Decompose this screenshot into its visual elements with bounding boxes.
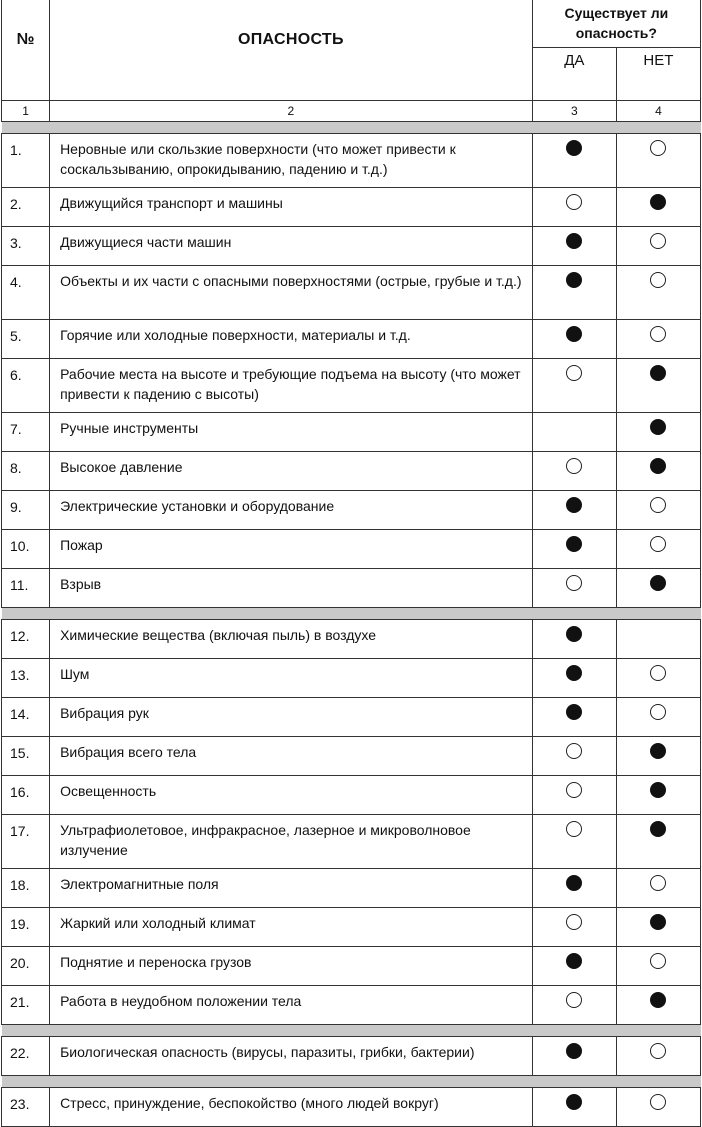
- no-answer-cell: [616, 869, 700, 908]
- yes-filled-circle-icon: [566, 704, 582, 720]
- yes-answer-cell: [532, 320, 616, 359]
- yes-filled-circle-icon: [566, 326, 582, 342]
- no-answer-cell: [616, 320, 700, 359]
- table-row: [2, 815, 701, 869]
- row-number: 7.: [2, 413, 50, 452]
- yes-answer-cell: [532, 1088, 616, 1127]
- row-number: 6.: [2, 359, 50, 413]
- yes-answer-cell: [532, 134, 616, 188]
- section-separator-bar: [2, 608, 701, 620]
- table-row: [2, 908, 701, 947]
- yes-filled-circle-icon: [566, 140, 582, 156]
- yes-answer-cell: [532, 266, 616, 320]
- row-number: 19.: [2, 908, 50, 947]
- row-number: 15.: [2, 737, 50, 776]
- no-empty-circle-icon: [650, 1043, 666, 1059]
- no-empty-circle-icon: [650, 272, 666, 288]
- no-empty-circle-icon: [650, 704, 666, 720]
- yes-answer-cell: [532, 530, 616, 569]
- yes-answer-cell: [532, 1037, 616, 1076]
- yes-empty-circle-icon: [566, 194, 582, 210]
- no-answer-cell: [616, 413, 700, 452]
- yes-filled-circle-icon: [566, 1094, 582, 1110]
- no-filled-circle-icon: [650, 821, 666, 837]
- no-answer-cell: [616, 620, 700, 659]
- number-column-header: №: [2, 0, 50, 101]
- yes-answer-cell: [532, 908, 616, 947]
- yes-filled-circle-icon: [566, 875, 582, 891]
- row-number: 1.: [2, 134, 50, 188]
- table-row: [2, 134, 701, 188]
- hazard-rows: [2, 122, 701, 1127]
- row-number: 5.: [2, 320, 50, 359]
- yes-answer-cell: [532, 947, 616, 986]
- hazard-description: Электрические установки и оборудование: [50, 491, 533, 530]
- section-separator: [2, 608, 701, 620]
- table-row: [2, 737, 701, 776]
- section-separator-bar: [2, 1025, 701, 1037]
- table-row: [2, 1088, 701, 1127]
- row-number: 10.: [2, 530, 50, 569]
- hazard-description: Неровные или скользкие поверхности (что может привести к соскальзыванию, опрокидыванию, падению и т.д.): [50, 134, 533, 188]
- yes-empty-circle-icon: [566, 914, 582, 930]
- no-column-header: НЕТ: [616, 48, 700, 101]
- hazard-description: Химические вещества (включая пыль) в воздухе: [50, 620, 533, 659]
- hazard-description: Горячие или холодные поверхности, материалы и т.д.: [50, 320, 533, 359]
- table-row: [2, 1037, 701, 1076]
- row-number: 12.: [2, 620, 50, 659]
- no-answer-cell: [616, 359, 700, 413]
- table-row: [2, 530, 701, 569]
- row-number: 8.: [2, 452, 50, 491]
- hazard-description: Биологическая опасность (вирусы, паразиты, грибки, бактерии): [50, 1037, 533, 1076]
- hazard-description: Взрыв: [50, 569, 533, 608]
- hazard-description: Жаркий или холодный климат: [50, 908, 533, 947]
- yes-empty-circle-icon: [566, 743, 582, 759]
- yes-filled-circle-icon: [566, 272, 582, 288]
- no-answer-cell: [616, 266, 700, 320]
- table-row: [2, 776, 701, 815]
- table-row: [2, 227, 701, 266]
- yes-filled-circle-icon: [566, 497, 582, 513]
- yes-answer-cell: [532, 659, 616, 698]
- yes-answer-cell: [532, 776, 616, 815]
- yes-answer-cell: [532, 569, 616, 608]
- no-answer-cell: [616, 530, 700, 569]
- section-separator: [2, 1025, 701, 1037]
- no-answer-cell: [616, 1088, 700, 1127]
- no-filled-circle-icon: [650, 992, 666, 1008]
- hazard-column-header: ОПАСНОСТЬ: [50, 0, 533, 101]
- no-empty-circle-icon: [650, 953, 666, 969]
- no-answer-cell: [616, 1037, 700, 1076]
- table-row: [2, 659, 701, 698]
- no-filled-circle-icon: [650, 419, 666, 435]
- hazard-description: Электромагнитные поля: [50, 869, 533, 908]
- no-answer-cell: [616, 452, 700, 491]
- row-number: 13.: [2, 659, 50, 698]
- yes-answer-cell: [532, 620, 616, 659]
- section-separator: [2, 122, 701, 134]
- row-number: 17.: [2, 815, 50, 869]
- no-empty-circle-icon: [650, 233, 666, 249]
- yes-empty-circle-icon: [566, 365, 582, 381]
- column-number-4: 4: [616, 101, 700, 122]
- no-answer-cell: [616, 947, 700, 986]
- row-number: 22.: [2, 1037, 50, 1076]
- section-separator-bar: [2, 122, 701, 134]
- yes-answer-cell: [532, 359, 616, 413]
- no-answer-cell: [616, 698, 700, 737]
- hazard-description: Объекты и их части с опасными поверхностями (острые, грубые и т.д.): [50, 266, 533, 320]
- table-row: [2, 986, 701, 1025]
- no-answer-cell: [616, 815, 700, 869]
- hazard-description: Пожар: [50, 530, 533, 569]
- hazard-description: Ультрафиолетовое, инфракрасное, лазерное и микроволновое излучение: [50, 815, 533, 869]
- row-number: 21.: [2, 986, 50, 1025]
- hazard-description: Ручные инструменты: [50, 413, 533, 452]
- hazard-description: Движущийся транспорт и машины: [50, 188, 533, 227]
- no-filled-circle-icon: [650, 194, 666, 210]
- question-header: Существует ли опасность?: [532, 0, 700, 48]
- hazard-description: Стресс, принуждение, беспокойство (много людей вокруг): [50, 1088, 533, 1127]
- row-number: 3.: [2, 227, 50, 266]
- row-number: 23.: [2, 1088, 50, 1127]
- hazard-description: Высокое давление: [50, 452, 533, 491]
- yes-empty-circle-icon: [566, 782, 582, 798]
- hazard-description: Рабочие места на высоте и требующие подъема на высоту (что может привести к падению с высоты): [50, 359, 533, 413]
- hazard-table: [1, 0, 701, 1127]
- row-number: 4.: [2, 266, 50, 320]
- column-number-3: 3: [532, 101, 616, 122]
- section-separator-bar: [2, 1076, 701, 1088]
- table-row: [2, 620, 701, 659]
- row-number: 2.: [2, 188, 50, 227]
- yes-answer-cell: [532, 413, 616, 452]
- row-number: 20.: [2, 947, 50, 986]
- no-filled-circle-icon: [650, 575, 666, 591]
- yes-filled-circle-icon: [566, 233, 582, 249]
- yes-answer-cell: [532, 188, 616, 227]
- no-answer-cell: [616, 986, 700, 1025]
- yes-filled-circle-icon: [566, 1043, 582, 1059]
- no-answer-cell: [616, 227, 700, 266]
- no-empty-circle-icon: [650, 665, 666, 681]
- table-row: [2, 188, 701, 227]
- table-row: [2, 569, 701, 608]
- no-answer-cell: [616, 134, 700, 188]
- no-empty-circle-icon: [650, 497, 666, 513]
- no-empty-circle-icon: [650, 875, 666, 891]
- yes-empty-circle-icon: [566, 458, 582, 474]
- row-number: 18.: [2, 869, 50, 908]
- yes-answer-cell: [532, 737, 616, 776]
- row-number: 9.: [2, 491, 50, 530]
- row-number: 11.: [2, 569, 50, 608]
- section-separator: [2, 1076, 701, 1088]
- hazard-description: Движущиеся части машин: [50, 227, 533, 266]
- table-row: [2, 947, 701, 986]
- yes-filled-circle-icon: [566, 536, 582, 552]
- yes-column-header: ДА: [532, 48, 616, 101]
- hazard-description: Освещенность: [50, 776, 533, 815]
- row-number: 16.: [2, 776, 50, 815]
- yes-filled-circle-icon: [566, 626, 582, 642]
- yes-filled-circle-icon: [566, 665, 582, 681]
- table-row: [2, 452, 701, 491]
- no-answer-cell: [616, 908, 700, 947]
- no-empty-circle-icon: [650, 1094, 666, 1110]
- yes-answer-cell: [532, 869, 616, 908]
- yes-empty-circle-icon: [566, 575, 582, 591]
- table-row: [2, 491, 701, 530]
- no-empty-circle-icon: [650, 536, 666, 552]
- no-answer-cell: [616, 491, 700, 530]
- yes-answer-cell: [532, 698, 616, 737]
- yes-answer-cell: [532, 491, 616, 530]
- no-answer-cell: [616, 659, 700, 698]
- hazard-description: Поднятие и переноска грузов: [50, 947, 533, 986]
- no-filled-circle-icon: [650, 743, 666, 759]
- no-answer-cell: [616, 737, 700, 776]
- yes-filled-circle-icon: [566, 953, 582, 969]
- table-row: [2, 266, 701, 320]
- yes-empty-circle-icon: [566, 821, 582, 837]
- table-row: [2, 698, 701, 737]
- no-filled-circle-icon: [650, 458, 666, 474]
- table-row: [2, 413, 701, 452]
- column-number-2: 2: [50, 101, 533, 122]
- hazard-description: Работа в неудобном положении тела: [50, 986, 533, 1025]
- no-empty-circle-icon: [650, 326, 666, 342]
- yes-answer-cell: [532, 815, 616, 869]
- no-filled-circle-icon: [650, 914, 666, 930]
- table-row: [2, 359, 701, 413]
- no-answer-cell: [616, 188, 700, 227]
- no-filled-circle-icon: [650, 365, 666, 381]
- yes-answer-cell: [532, 452, 616, 491]
- table-row: [2, 320, 701, 359]
- column-number-1: 1: [2, 101, 50, 122]
- table-row: [2, 869, 701, 908]
- no-answer-cell: [616, 776, 700, 815]
- yes-answer-cell: [532, 227, 616, 266]
- hazard-description: Вибрация рук: [50, 698, 533, 737]
- no-empty-circle-icon: [650, 140, 666, 156]
- no-filled-circle-icon: [650, 782, 666, 798]
- yes-empty-circle-icon: [566, 992, 582, 1008]
- no-answer-cell: [616, 569, 700, 608]
- hazard-description: Вибрация всего тела: [50, 737, 533, 776]
- hazard-description: Шум: [50, 659, 533, 698]
- yes-answer-cell: [532, 986, 616, 1025]
- row-number: 14.: [2, 698, 50, 737]
